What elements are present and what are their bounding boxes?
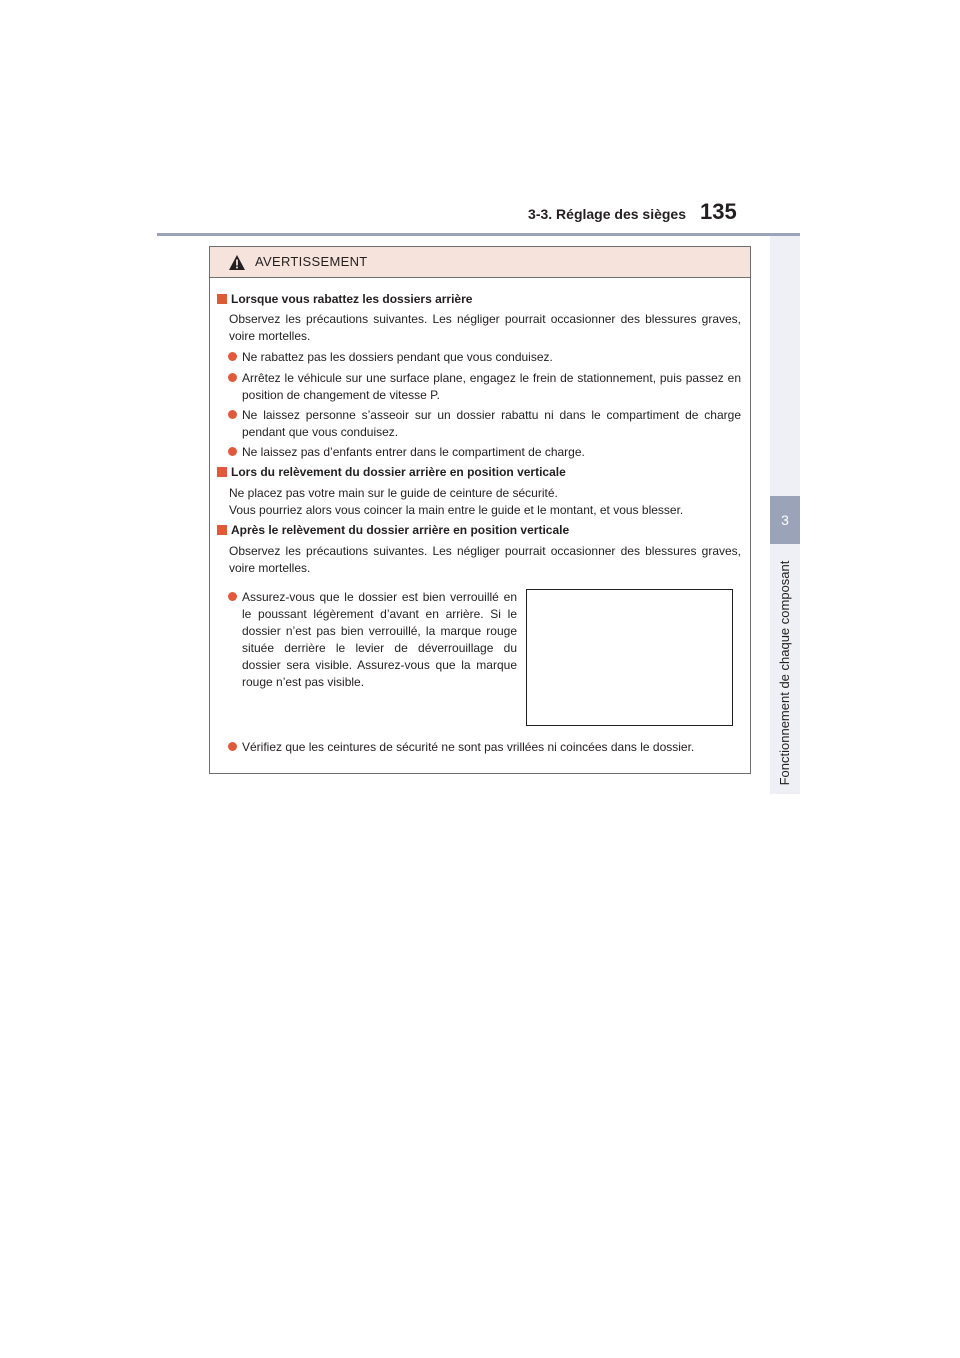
list-item: Arrêtez le véhicule sur une surface plane, engagez le frein de stationnement, puis passez en position de changement de vitesse P. xyxy=(217,370,741,404)
square-bullet-icon xyxy=(217,525,227,535)
chapter-title: Fonctionnement de chaque composant xyxy=(777,560,792,786)
section-heading: Lors du relèvement du dossier arrière en position verticale xyxy=(217,465,566,479)
list-item: Ne laissez personne s’asseoir sur un dossier rabattu ni dans le compartiment de charge pendant que vous conduisez. xyxy=(217,407,741,441)
warning-box xyxy=(209,246,751,774)
bullet-dot-icon xyxy=(228,742,237,751)
warning-header xyxy=(210,247,750,278)
bullet-dot-icon xyxy=(228,410,237,419)
section-heading: Après le relèvement du dossier arrière en position verticale xyxy=(217,523,569,537)
warning-title: AVERTISSEMENT xyxy=(255,254,368,269)
bullet-dot-icon xyxy=(228,592,237,601)
square-bullet-icon xyxy=(217,467,227,477)
section-paragraph: Observez les précautions suivantes. Les négliger pourrait occasionner des blessures graves, voire mortelles. xyxy=(229,312,741,343)
warning-triangle-icon xyxy=(228,254,246,271)
list-item: Assurez-vous que le dossier est bien verrouillé en le poussant légèrement d’avant en arrière. Si le dossier n’est pas bien verrouillé, la marque rouge située derrière le levier de déverrouillage du dossier sera visible. Assurez-vous que la marque rouge n’est pas visible. xyxy=(217,589,517,691)
chapter-number-tab: 3 xyxy=(770,496,800,544)
bullet-dot-icon xyxy=(228,352,237,361)
illustration-placeholder xyxy=(526,589,733,726)
section-title: 3-3. Réglage des sièges xyxy=(528,206,686,222)
section-paragraph-line: Vous pourriez alors vous coincer la main entre le guide et le montant, et vous blesser. xyxy=(229,503,684,517)
list-item: Ne rabattez pas les dossiers pendant que vous conduisez. xyxy=(217,349,741,366)
page-number: 135 xyxy=(700,199,737,224)
bullet-dot-icon xyxy=(228,373,237,382)
section-paragraph-line: Ne placez pas votre main sur le guide de ceinture de sécurité. xyxy=(229,486,558,500)
header-divider xyxy=(157,233,800,236)
list-item: Vérifiez que les ceintures de sécurité ne sont pas vrillées ni coincées dans le dossier. xyxy=(217,739,741,756)
section-heading: Lorsque vous rabattez les dossiers arrière xyxy=(217,292,472,306)
bullet-dot-icon xyxy=(228,447,237,456)
section-paragraph: Observez les précautions suivantes. Les négliger pourrait occasionner des blessures graves, voire mortelles. xyxy=(229,544,741,575)
list-item: Ne laissez pas d’enfants entrer dans le compartiment de charge. xyxy=(217,444,741,461)
chapter-label-container xyxy=(770,553,800,793)
square-bullet-icon xyxy=(217,294,227,304)
